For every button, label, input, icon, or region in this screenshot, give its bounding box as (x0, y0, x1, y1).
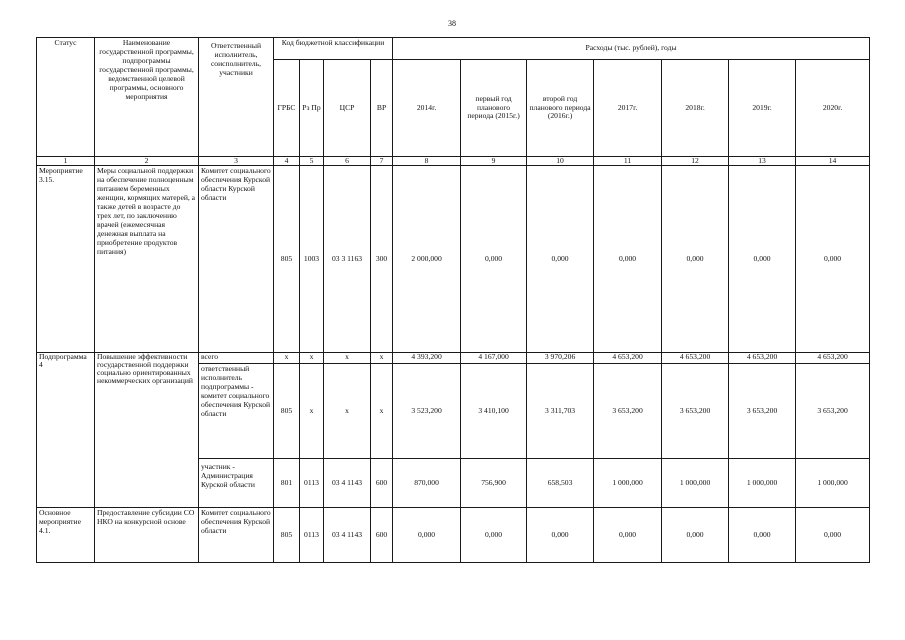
header-budget-code-group: Код бюджетной классификации (274, 38, 393, 60)
cell-vr: 600 (371, 459, 393, 508)
cell-value: 1 000,000 (729, 459, 796, 508)
column-number: 14 (796, 157, 870, 166)
cell-value: 0,000 (796, 166, 870, 353)
cell-value: 0,000 (729, 166, 796, 353)
header-expenses-group: Расходы (тыс. рублей), годы (393, 38, 870, 60)
cell-value: 0,000 (527, 166, 594, 353)
row-status: Подпрограмма 4 (37, 353, 95, 508)
cell-value: 4 653,200 (594, 353, 662, 364)
cell-value: 1 000,000 (662, 459, 729, 508)
cell-value: 0,000 (393, 508, 461, 563)
cell-rzpr: 0113 (300, 508, 324, 563)
column-number: 2 (95, 157, 199, 166)
cell-value: 4 653,200 (662, 353, 729, 364)
cell-value: 1 000,000 (796, 459, 870, 508)
cell-grbs: 801 (274, 459, 300, 508)
row-executor: участник - Администрация Курской области (199, 459, 274, 508)
cell-value: 0,000 (662, 508, 729, 563)
column-number: 1 (37, 157, 95, 166)
cell-value: 3 970,206 (527, 353, 594, 364)
row-executor: ответственный исполнитель подпрограммы - комитет социального обеспечения Курской области (199, 364, 274, 459)
table-row (37, 166, 870, 353)
header-year: 2017г. (594, 60, 662, 157)
cell-value: 3 311,703 (527, 364, 594, 459)
cell-csr: х (324, 353, 371, 364)
header-grbs: ГРБС (274, 60, 300, 157)
column-number: 10 (527, 157, 594, 166)
column-number: 11 (594, 157, 662, 166)
cell-grbs: 805 (274, 166, 300, 353)
column-number: 8 (393, 157, 461, 166)
cell-rzpr: 0113 (300, 459, 324, 508)
cell-value: 0,000 (594, 166, 662, 353)
table-row (37, 353, 870, 364)
header-year: второй год планового периода (2016г.) (527, 60, 594, 157)
column-number: 5 (300, 157, 324, 166)
row-status: Основное мероприятие 4.1. (37, 508, 95, 563)
column-number: 9 (461, 157, 527, 166)
cell-csr: 03 4 1143 (324, 459, 371, 508)
header-executor: Ответственный исполнитель, соисполнитель, участники (199, 38, 274, 157)
row-program-name: Повышение эффективности государственной поддержки социально ориентированных некоммерческих организаций (95, 353, 199, 508)
column-number: 12 (662, 157, 729, 166)
cell-rzpr: х (300, 364, 324, 459)
header-row-top (37, 38, 870, 60)
header-program-name: Наименование государственной программы, подпрограммы государственной программы, ведомственной целевой программы, основного мероприятия (95, 38, 199, 157)
budget-table (36, 37, 870, 563)
cell-value: 0,000 (461, 166, 527, 353)
row-executor: Комитет социального обеспечения Курской области (199, 508, 274, 563)
cell-value: 0,000 (796, 508, 870, 563)
cell-csr: 03 4 1143 (324, 508, 371, 563)
cell-grbs: 805 (274, 364, 300, 459)
cell-value: 3 653,200 (662, 364, 729, 459)
cell-value: 3 523,200 (393, 364, 461, 459)
cell-value: 0,000 (729, 508, 796, 563)
cell-rzpr: х (300, 353, 324, 364)
cell-value: 4 393,200 (393, 353, 461, 364)
cell-value: 0,000 (461, 508, 527, 563)
cell-value: 0,000 (662, 166, 729, 353)
header-vr: ВР (371, 60, 393, 157)
cell-csr: 03 3 1163 (324, 166, 371, 353)
header-rzpr: Рз Пр (300, 60, 324, 157)
cell-value: 2 000,000 (393, 166, 461, 353)
column-number: 6 (324, 157, 371, 166)
cell-value: 3 410,100 (461, 364, 527, 459)
cell-value: 3 653,200 (729, 364, 796, 459)
cell-vr: х (371, 353, 393, 364)
row-program-name: Меры социальной поддержки на обеспечение полноценным питанием беременных женщин, кормящих матерей, а также детей в возрасте до трех лет, по заключению врачей (ежемесячная денежная выплата на приобретение продуктов питания) (95, 166, 199, 353)
column-number: 4 (274, 157, 300, 166)
column-number: 13 (729, 157, 796, 166)
cell-vr: х (371, 364, 393, 459)
column-number-row (37, 157, 870, 166)
header-year: 2014г. (393, 60, 461, 157)
cell-value: 756,900 (461, 459, 527, 508)
header-year: первый год планового периода (2015г.) (461, 60, 527, 157)
cell-value: 870,000 (393, 459, 461, 508)
cell-vr: 600 (371, 508, 393, 563)
cell-value: 4 167,000 (461, 353, 527, 364)
row-program-name: Предоставление субсидии СО НКО на конкурсной основе (95, 508, 199, 563)
cell-vr: 300 (371, 166, 393, 353)
column-number: 3 (199, 157, 274, 166)
cell-rzpr: 1003 (300, 166, 324, 353)
cell-value: 1 000,000 (594, 459, 662, 508)
cell-grbs: 805 (274, 508, 300, 563)
table-row (37, 508, 870, 563)
cell-csr: х (324, 364, 371, 459)
cell-value: 658,503 (527, 459, 594, 508)
cell-grbs: х (274, 353, 300, 364)
row-status: Мероприятие 3.15. (37, 166, 95, 353)
header-year: 2020г. (796, 60, 870, 157)
header-status: Статус (37, 38, 95, 157)
cell-value: 4 653,200 (729, 353, 796, 364)
page-number: 38 (448, 19, 456, 28)
cell-value: 3 653,200 (594, 364, 662, 459)
row-executor: всего (199, 353, 274, 364)
cell-value: 0,000 (527, 508, 594, 563)
cell-value: 3 653,200 (796, 364, 870, 459)
cell-value: 0,000 (594, 508, 662, 563)
header-year: 2019г. (729, 60, 796, 157)
row-executor: Комитет социального обеспечения Курской области Курской области (199, 166, 274, 353)
column-number: 7 (371, 157, 393, 166)
header-year: 2018г. (662, 60, 729, 157)
cell-value: 4 653,200 (796, 353, 870, 364)
header-csr: ЦСР (324, 60, 371, 157)
